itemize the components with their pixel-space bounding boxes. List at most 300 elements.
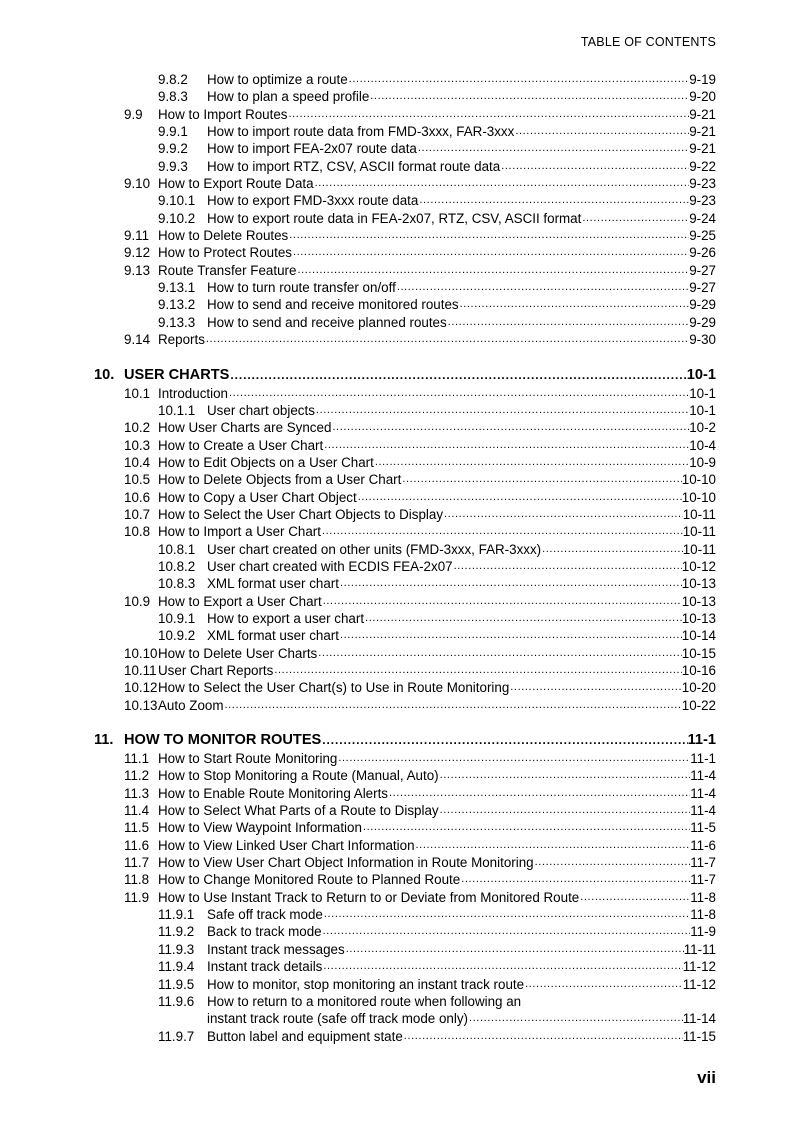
toc-entry[interactable]	[0, 88, 793, 105]
dot-leader	[439, 802, 691, 819]
entry-title-line	[207, 610, 716, 627]
entry-page: 11-1	[687, 732, 716, 749]
entry-page: 9-27	[689, 280, 716, 296]
entry-number: 11.1	[124, 751, 150, 767]
toc-entry[interactable]	[0, 593, 793, 610]
entry-title-line	[207, 958, 716, 975]
entry-title-line	[207, 314, 716, 331]
entry-title: Instant track details	[207, 959, 323, 975]
entry-title: How to optimize a route	[207, 72, 348, 87]
entry-number: 11.5	[124, 820, 150, 836]
entry-title: Auto Zoom	[158, 697, 224, 713]
dot-leader	[321, 523, 683, 540]
entry-title-line	[124, 365, 716, 385]
toc-entry[interactable]	[0, 296, 793, 313]
entry-title: How to Export Route Data	[158, 176, 314, 192]
entry-page: 10-1	[686, 366, 716, 383]
dot-leader	[292, 244, 689, 261]
entry-number: 11.9.6	[158, 993, 195, 1009]
entry-page: 11-4	[690, 803, 716, 819]
entry-number: 9.8.3	[158, 89, 188, 105]
entry-title: How to View User Chart Object Information in Route Monitoring	[158, 855, 534, 871]
toc-entry[interactable]	[0, 262, 793, 279]
entry-title-line	[158, 802, 716, 819]
toc-entry[interactable]	[0, 819, 793, 836]
entry-title-line	[158, 523, 716, 540]
toc-entry[interactable]	[0, 506, 793, 523]
entry-title: How to send and receive planned routes	[207, 314, 447, 330]
dot-leader	[288, 227, 689, 244]
entry-page: 10-22	[681, 697, 716, 713]
entry-title-line	[158, 489, 716, 506]
toc-entry[interactable]	[0, 454, 793, 471]
toc-entry[interactable]	[0, 123, 793, 140]
entry-title: XML format user chart	[207, 628, 339, 644]
entry-number: 11.9.3	[158, 941, 195, 957]
entry-number: 10.8.2	[158, 558, 196, 574]
toc-entry[interactable]	[0, 1028, 793, 1045]
toc-entry[interactable]	[0, 941, 793, 958]
entry-title-line	[158, 419, 716, 436]
entry-number: 10.9	[124, 593, 151, 609]
dot-leader	[205, 331, 689, 348]
dot-leader	[364, 610, 682, 627]
entry-page: 10-4	[689, 437, 716, 453]
dot-leader	[403, 1028, 683, 1045]
entry-page: 10-12	[681, 558, 716, 574]
entry-title-line	[158, 819, 716, 836]
entry-number: 9.9.1	[158, 124, 188, 140]
entry-title-line	[158, 244, 716, 261]
dot-leader	[509, 679, 681, 696]
dot-leader	[228, 385, 689, 402]
toc-entry[interactable]	[0, 976, 793, 993]
entry-title-line	[207, 192, 716, 209]
entry-number: 9.13.1	[158, 280, 196, 296]
entry-title-line	[207, 71, 716, 88]
entry-page: 10-13	[681, 610, 716, 626]
entry-title-line	[207, 993, 716, 1010]
toc-entry[interactable]	[0, 610, 793, 627]
entry-page: 9-23	[689, 176, 716, 192]
entry-page: 10-20	[681, 680, 716, 696]
toc-entry[interactable]	[0, 419, 793, 436]
entry-title-line	[124, 730, 716, 750]
toc-entry[interactable]	[0, 437, 793, 454]
dot-leader	[417, 140, 689, 157]
toc-entry[interactable]	[0, 679, 793, 696]
entry-number: 10.5	[124, 472, 151, 488]
entry-number: 10.9.1	[158, 610, 196, 626]
entry-number: 11.2	[124, 768, 150, 784]
dot-leader	[357, 489, 682, 506]
entry-title: How to send and receive monitored routes	[207, 297, 459, 313]
dot-leader	[369, 88, 689, 105]
entry-title-line	[158, 645, 716, 662]
entry-title-line	[207, 941, 716, 958]
toc-entry[interactable]	[0, 697, 793, 714]
entry-page: 10-14	[681, 628, 716, 644]
entry-title: How to Import Routes	[158, 106, 288, 122]
dot-leader	[321, 730, 687, 750]
entry-page: 9-22	[689, 158, 716, 174]
entry-page: 9-20	[689, 89, 716, 105]
entry-title-line	[158, 785, 716, 802]
toc-entry[interactable]	[0, 923, 793, 940]
toc-entry[interactable]	[0, 854, 793, 871]
entry-title: How to Select the User Chart Objects to Display	[158, 506, 444, 522]
dot-leader	[323, 437, 689, 454]
entry-number: 10.8	[124, 524, 151, 540]
toc-entry[interactable]	[0, 906, 793, 923]
entry-number: 10.4	[124, 454, 151, 470]
entry-number: 11.9.2	[158, 924, 195, 940]
entry-title-line	[207, 627, 716, 644]
entry-number: 9.10.2	[158, 210, 196, 226]
entry-number: 9.9.2	[158, 141, 188, 157]
entry-page: 11-11	[683, 941, 716, 957]
entry-title: How to Change Monitored Route to Planned Route	[158, 872, 461, 888]
entry-title-line	[158, 889, 716, 906]
entry-title: How to export FMD-3xxx route data	[207, 193, 419, 209]
entry-number: 10.2	[124, 420, 151, 436]
entry-title-line	[158, 506, 716, 523]
toc-entry[interactable]	[0, 158, 793, 175]
entry-title: instant track route (safe off track mode only)	[207, 1011, 468, 1027]
entry-title: User chart objects	[207, 402, 315, 418]
entry-number: 10.8.3	[158, 576, 196, 592]
entry-title: How to Select the User Chart(s) to Use in Route Monitoring	[158, 680, 510, 696]
entry-number: 10.9.2	[158, 628, 196, 644]
entry-title: Button label and equipment state	[207, 1028, 403, 1044]
toc-entry[interactable]	[0, 279, 793, 296]
entry-title-line	[207, 541, 716, 558]
entry-number: 10.6	[124, 489, 151, 505]
toc-entry[interactable]	[0, 958, 793, 975]
toc-entry[interactable]	[0, 662, 793, 679]
toc-entry[interactable]	[0, 471, 793, 488]
entry-number: 10.10	[124, 645, 158, 661]
entry-number: 10.3	[124, 437, 151, 453]
toc-entry[interactable]	[0, 837, 793, 854]
chapter-entry[interactable]	[0, 365, 793, 385]
entry-title-line	[207, 158, 716, 175]
entry-title-line	[158, 697, 716, 714]
table-of-contents	[0, 71, 793, 1045]
dot-leader	[468, 1010, 683, 1027]
entry-page: 9-29	[689, 297, 716, 313]
dot-leader	[579, 889, 690, 906]
entry-title: USER CHARTS	[124, 366, 230, 383]
entry-page: 11-14	[682, 1011, 716, 1027]
entry-page: 9-21	[689, 106, 716, 122]
entry-page: 10-1	[689, 385, 716, 401]
entry-title: XML format user chart	[207, 576, 339, 592]
entry-title: How to View Linked User Chart Information	[158, 837, 415, 853]
toc-entry[interactable]	[0, 558, 793, 575]
entry-title: How to Edit Objects on a User Chart	[158, 454, 374, 470]
entry-number: 9.13.2	[158, 297, 196, 313]
dot-leader	[362, 819, 690, 836]
entry-number: 11.3	[124, 785, 150, 801]
dot-leader	[339, 575, 682, 592]
dot-leader	[581, 210, 689, 227]
dot-leader	[500, 158, 689, 175]
entry-number: 10.1.1	[158, 402, 196, 418]
entry-title: How to Enable Route Monitoring Alerts	[158, 785, 388, 801]
entry-number: 9.8.2	[158, 72, 188, 87]
entry-number: 9.14	[124, 332, 151, 348]
entry-number: 11.	[94, 732, 114, 749]
entry-title: How to Delete Objects from a User Chart	[158, 472, 402, 488]
toc-entry[interactable]	[0, 871, 793, 888]
entry-title: How to import route data from FMD-3xxx, FAR-3xxx	[207, 124, 515, 140]
entry-title: How User Charts are Synced	[158, 420, 332, 436]
dot-leader	[460, 871, 690, 888]
entry-title-line	[158, 454, 716, 471]
entry-title: Instant track messages	[207, 941, 345, 957]
dot-leader	[514, 123, 689, 140]
entry-title: How to Start Route Monitoring	[158, 751, 338, 767]
dot-leader	[331, 419, 689, 436]
toc-entry[interactable]	[0, 993, 793, 1010]
toc-entry[interactable]	[0, 489, 793, 506]
dot-leader	[296, 262, 689, 279]
entry-title-line	[158, 871, 716, 888]
dot-leader	[541, 541, 683, 558]
entry-number: 10.1	[124, 385, 151, 401]
toc-entry[interactable]	[0, 785, 793, 802]
entry-title: User Chart Reports	[158, 663, 274, 678]
entry-title-line	[158, 262, 716, 279]
entry-title: How to Stop Monitoring a Route (Manual, Auto)	[158, 768, 439, 784]
dot-leader	[339, 627, 682, 644]
entry-number: 9.10	[124, 176, 151, 192]
entry-title-line	[158, 106, 716, 123]
entry-page: 9-29	[689, 314, 716, 330]
entry-title-line	[207, 906, 716, 923]
entry-page: 10-2	[689, 420, 716, 436]
chapter-entry[interactable]	[0, 730, 793, 750]
entry-page: 11-8	[690, 889, 716, 905]
entry-page: 10-13	[681, 576, 716, 592]
entry-page: 11-6	[690, 837, 716, 853]
entry-title-line	[207, 923, 716, 940]
entry-title: How to Import a User Chart	[158, 524, 321, 540]
entry-title: How to import FEA-2x07 route data	[207, 141, 417, 157]
entry-number: 11.8	[124, 872, 150, 888]
entry-page: 10-13	[681, 593, 716, 609]
page-number: vii	[697, 1068, 716, 1087]
entry-number: 11.7	[124, 855, 150, 871]
dot-leader	[337, 750, 690, 767]
entry-title-line	[158, 593, 716, 610]
entry-page: 11-5	[690, 820, 716, 836]
entry-title: How to Export a User Chart	[158, 593, 322, 609]
toc-entry[interactable]	[0, 889, 793, 906]
entry-page: 10-10	[681, 472, 716, 488]
toc-entry[interactable]	[0, 541, 793, 558]
entry-title: Route Transfer Feature	[158, 262, 297, 278]
dot-leader	[224, 697, 682, 714]
entry-title-line	[158, 471, 716, 488]
dot-leader	[447, 314, 689, 331]
entry-page: 9-27	[689, 262, 716, 278]
entry-page: 11-1	[690, 751, 716, 767]
entry-title-line	[158, 227, 716, 244]
entry-page: 9-21	[689, 124, 716, 140]
entry-number: 9.13.3	[158, 314, 196, 330]
entry-page: 11-15	[682, 1028, 716, 1044]
entry-title-line	[207, 88, 716, 105]
dot-leader	[229, 365, 686, 385]
dot-leader	[453, 558, 682, 575]
dot-leader	[314, 175, 690, 192]
dot-leader	[323, 906, 690, 923]
entry-number: 10.7	[124, 506, 151, 522]
entry-title-line	[158, 750, 716, 767]
entry-title-line	[207, 123, 716, 140]
entry-title: How to Copy a User Chart Object	[158, 489, 357, 505]
toc-entry[interactable]	[0, 71, 793, 88]
toc-entry[interactable]	[0, 244, 793, 261]
dot-leader	[345, 941, 684, 958]
dot-leader	[401, 471, 681, 488]
dot-leader	[348, 71, 690, 88]
entry-number: 10.11	[124, 663, 157, 678]
dot-leader	[443, 506, 683, 523]
entry-number: 11.4	[124, 803, 150, 819]
entry-page: 10-11	[682, 506, 716, 522]
entry-page: 9-25	[689, 228, 716, 244]
entry-page: 11-12	[682, 976, 716, 992]
entry-number: 9.9	[124, 106, 143, 122]
entry-number: 9.10.1	[158, 193, 196, 209]
entry-page: 9-26	[689, 245, 716, 261]
entry-page: 9-21	[689, 141, 716, 157]
entry-page: 9-19	[689, 72, 716, 87]
entry-title-line	[207, 140, 716, 157]
entry-number: 9.13	[124, 262, 151, 278]
toc-entry[interactable]	[0, 523, 793, 540]
entry-page: 10-10	[681, 489, 716, 505]
entry-page: 10-9	[689, 454, 716, 470]
entry-number: 11.9	[124, 889, 150, 905]
dot-leader	[315, 402, 689, 419]
entry-title: How to View Waypoint Information	[158, 820, 362, 836]
entry-title-line	[158, 662, 716, 679]
dot-leader	[288, 106, 690, 123]
entry-page: 11-7	[690, 872, 716, 888]
entry-title: How to Use Instant Track to Return to or Deviate from Monitored Route	[158, 889, 580, 905]
entry-title-line	[158, 437, 716, 454]
dot-leader	[418, 192, 689, 209]
entry-title-line	[158, 854, 716, 871]
entry-page: 11-9	[690, 924, 716, 940]
entry-page: 11-8	[690, 907, 716, 923]
dot-leader	[534, 854, 691, 871]
toc-entry[interactable]	[0, 140, 793, 157]
entry-title-line	[207, 402, 716, 419]
toc-entry[interactable]	[0, 106, 793, 123]
dot-leader	[374, 454, 689, 471]
toc-entry[interactable]	[0, 210, 793, 227]
entry-title: How to turn route transfer on/off	[207, 280, 396, 296]
toc-entry[interactable]	[0, 314, 793, 331]
entry-number: 11.9.5	[158, 976, 195, 992]
toc-entry[interactable]	[0, 1010, 793, 1027]
entry-number: 10.8.1	[158, 541, 196, 557]
dot-leader	[322, 593, 682, 610]
entry-page: 10-15	[681, 645, 716, 661]
entry-title-line	[158, 767, 716, 784]
toc-entry[interactable]	[0, 192, 793, 209]
entry-page: 11-4	[690, 768, 716, 784]
toc-entry[interactable]	[0, 175, 793, 192]
entry-number: 11.9.7	[158, 1028, 195, 1044]
entry-page: 9-24	[689, 210, 716, 226]
entry-title: How to export route data in FEA-2x07, RTZ, CSV, ASCII format	[207, 210, 582, 226]
dot-leader	[388, 785, 690, 802]
entry-number: 11.9.1	[158, 907, 195, 923]
entry-title-line	[207, 575, 716, 592]
entry-page: 10-1	[689, 402, 716, 418]
toc-entry[interactable]	[0, 331, 793, 348]
toc-entry[interactable]	[0, 627, 793, 644]
toc-entry[interactable]	[0, 385, 793, 402]
entry-title: How to Select What Parts of a Route to Display	[158, 803, 439, 819]
entry-title-line	[207, 558, 716, 575]
toc-entry[interactable]	[0, 750, 793, 767]
toc-entry[interactable]	[0, 645, 793, 662]
entry-title: How to export a user chart	[207, 610, 365, 626]
entry-number: 11.6	[124, 837, 150, 853]
entry-title-line	[207, 279, 716, 296]
toc-entry[interactable]	[0, 227, 793, 244]
entry-number: 10.13	[124, 697, 158, 713]
entry-title: HOW TO MONITOR ROUTES	[124, 732, 322, 749]
entry-title: How to Create a User Chart	[158, 437, 324, 453]
entry-title-line	[158, 175, 716, 192]
toc-entry[interactable]	[0, 802, 793, 819]
entry-number: 9.11	[124, 228, 150, 244]
entry-page: 11-4	[690, 785, 716, 801]
entry-title: How to monitor, stop monitoring an instant track route	[207, 976, 525, 992]
toc-entry[interactable]	[0, 767, 793, 784]
entry-number: 10.	[94, 366, 115, 383]
entry-number: 11.9.4	[158, 959, 195, 975]
entry-title: Introduction	[158, 385, 228, 401]
dot-leader	[317, 645, 681, 662]
entry-title-line	[158, 837, 716, 854]
entry-title-line	[207, 1028, 716, 1045]
entry-title: Reports	[158, 332, 205, 348]
toc-entry[interactable]	[0, 402, 793, 419]
entry-page: 10-11	[682, 541, 716, 557]
entry-title: How to Delete Routes	[158, 228, 289, 244]
dot-leader	[439, 767, 691, 784]
entry-title: Safe off track mode	[207, 907, 323, 923]
entry-title: How to Delete User Charts	[158, 645, 318, 661]
running-header: TABLE OF CONTENTS	[580, 35, 716, 49]
entry-title-line	[207, 296, 716, 313]
entry-page: 9-23	[689, 193, 716, 209]
entry-page: 10-16	[681, 663, 716, 678]
entry-title-line	[158, 331, 716, 348]
toc-entry[interactable]	[0, 575, 793, 592]
entry-title: How to import RTZ, CSV, ASCII format route data	[207, 158, 501, 174]
entry-title: User chart created on other units (FMD-3xxx, FAR-3xxx)	[207, 541, 542, 557]
